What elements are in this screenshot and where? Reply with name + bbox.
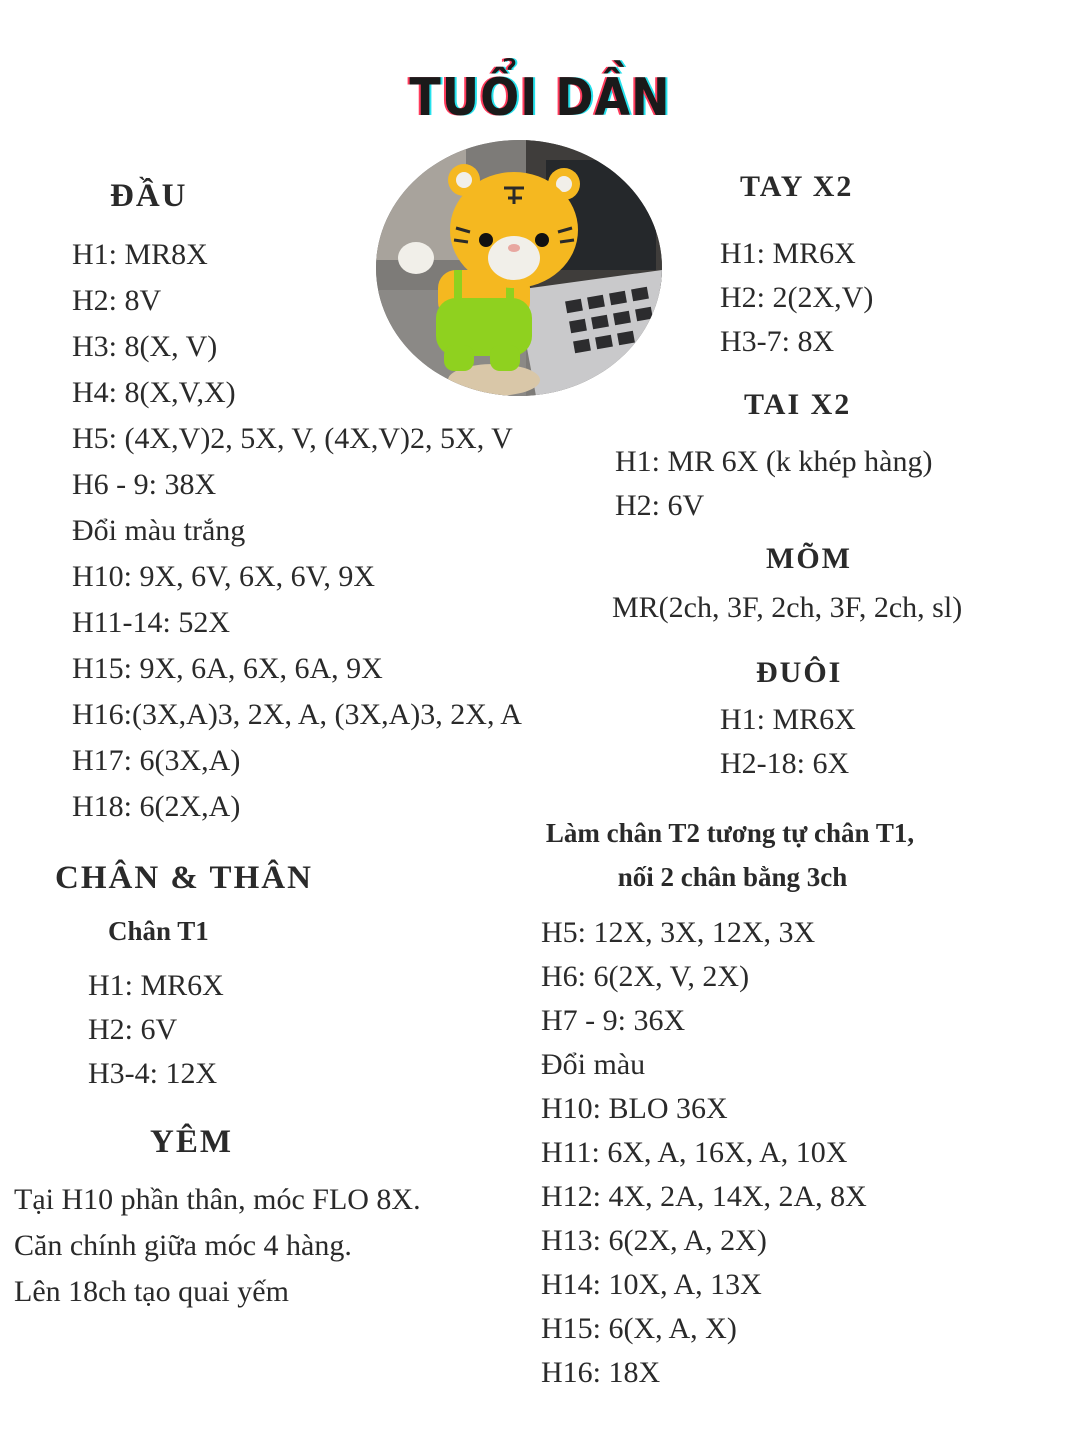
dau-line: H15: 9X, 6A, 6X, 6A, 9X bbox=[72, 652, 383, 685]
chan-t2-note-line2: nối 2 chân bằng 3ch bbox=[617, 862, 848, 892]
tai-line: H2: 6V bbox=[615, 489, 705, 522]
mom-title: MÕM bbox=[766, 542, 852, 575]
tai-title: TAI X2 bbox=[744, 388, 852, 421]
tay-title: TAY X2 bbox=[740, 170, 854, 203]
dau-line: H16:(3X,A)3, 2X, A, (3X,A)3, 2X, A bbox=[72, 698, 522, 731]
chan-t1-line: H2: 6V bbox=[88, 1013, 178, 1046]
dau-line: H10: 9X, 6V, 6X, 6V, 9X bbox=[72, 560, 376, 593]
tai-list bbox=[615, 440, 932, 528]
dau-line: H2: 8V bbox=[72, 284, 162, 317]
dau-line: H11-14: 52X bbox=[72, 606, 231, 639]
mom-list bbox=[612, 586, 962, 630]
tay-list bbox=[720, 232, 873, 364]
tay-line: H1: MR6X bbox=[720, 237, 856, 270]
duoi-line: H1: MR6X bbox=[720, 703, 856, 736]
than-line: Đổi màu bbox=[541, 1048, 646, 1081]
dau-line: H5: (4X,V)2, 5X, V, (4X,V)2, 5X, V bbox=[72, 422, 513, 455]
dau-line: H6 - 9: 38X bbox=[72, 468, 217, 501]
page-title: TUỔI DẦN bbox=[409, 66, 671, 128]
yem-line: Lên 18ch tạo quai yếm bbox=[14, 1275, 289, 1308]
dau-list bbox=[72, 232, 522, 830]
duoi-line: H2-18: 6X bbox=[720, 747, 850, 780]
duoi-title: ĐUÔI bbox=[756, 656, 843, 689]
tay-line: H2: 2(2X,V) bbox=[720, 281, 874, 314]
yem-line: Tại H10 phần thân, móc FLO 8X. bbox=[14, 1183, 421, 1216]
dau-line: H4: 8(X,V,X) bbox=[72, 376, 236, 409]
than-line: H11: 6X, A, 16X, A, 10X bbox=[541, 1136, 848, 1169]
than-line: H5: 12X, 3X, 12X, 3X bbox=[541, 916, 816, 949]
chan-t1-title: Chân T1 bbox=[108, 916, 209, 946]
chan-t2-note-line1: Làm chân T2 tương tự chân T1, bbox=[545, 818, 915, 848]
than-line: H7 - 9: 36X bbox=[541, 1004, 686, 1037]
than-line: H13: 6(2X, A, 2X) bbox=[541, 1224, 767, 1257]
dau-line: H1: MR8X bbox=[72, 238, 208, 271]
chan-than-title: CHÂN & THÂN bbox=[55, 860, 313, 896]
tai-line: H1: MR 6X (k khép hàng) bbox=[615, 445, 933, 478]
dau-line: H18: 6(2X,A) bbox=[72, 790, 241, 823]
duoi-list bbox=[720, 698, 856, 786]
chan-t1-list bbox=[88, 964, 224, 1096]
chan-t1-line: H3-4: 12X bbox=[88, 1057, 218, 1090]
dau-line: H17: 6(3X,A) bbox=[72, 744, 241, 777]
mom-line: MR(2ch, 3F, 2ch, 3F, 2ch, sl) bbox=[612, 591, 963, 624]
yem-list bbox=[14, 1177, 421, 1315]
than-line: H15: 6(X, A, X) bbox=[541, 1312, 737, 1345]
yem-title: YÊM bbox=[150, 1124, 233, 1160]
dau-title: ĐẦU bbox=[110, 178, 188, 214]
dau-line: Đổi màu trắng bbox=[72, 514, 246, 547]
tay-line: H3-7: 8X bbox=[720, 325, 835, 358]
chan-t1-line: H1: MR6X bbox=[88, 969, 224, 1002]
than-line: H6: 6(2X, V, 2X) bbox=[541, 960, 750, 993]
than-line: H10: BLO 36X bbox=[541, 1092, 728, 1125]
yem-line: Căn chính giữa móc 4 hàng. bbox=[14, 1229, 352, 1262]
than-list bbox=[541, 911, 867, 1395]
dau-line: H3: 8(X, V) bbox=[72, 330, 218, 363]
than-line: H16: 18X bbox=[541, 1356, 661, 1389]
than-line: H14: 10X, A, 13X bbox=[541, 1268, 762, 1301]
than-line: H12: 4X, 2A, 14X, 2A, 8X bbox=[541, 1180, 867, 1213]
